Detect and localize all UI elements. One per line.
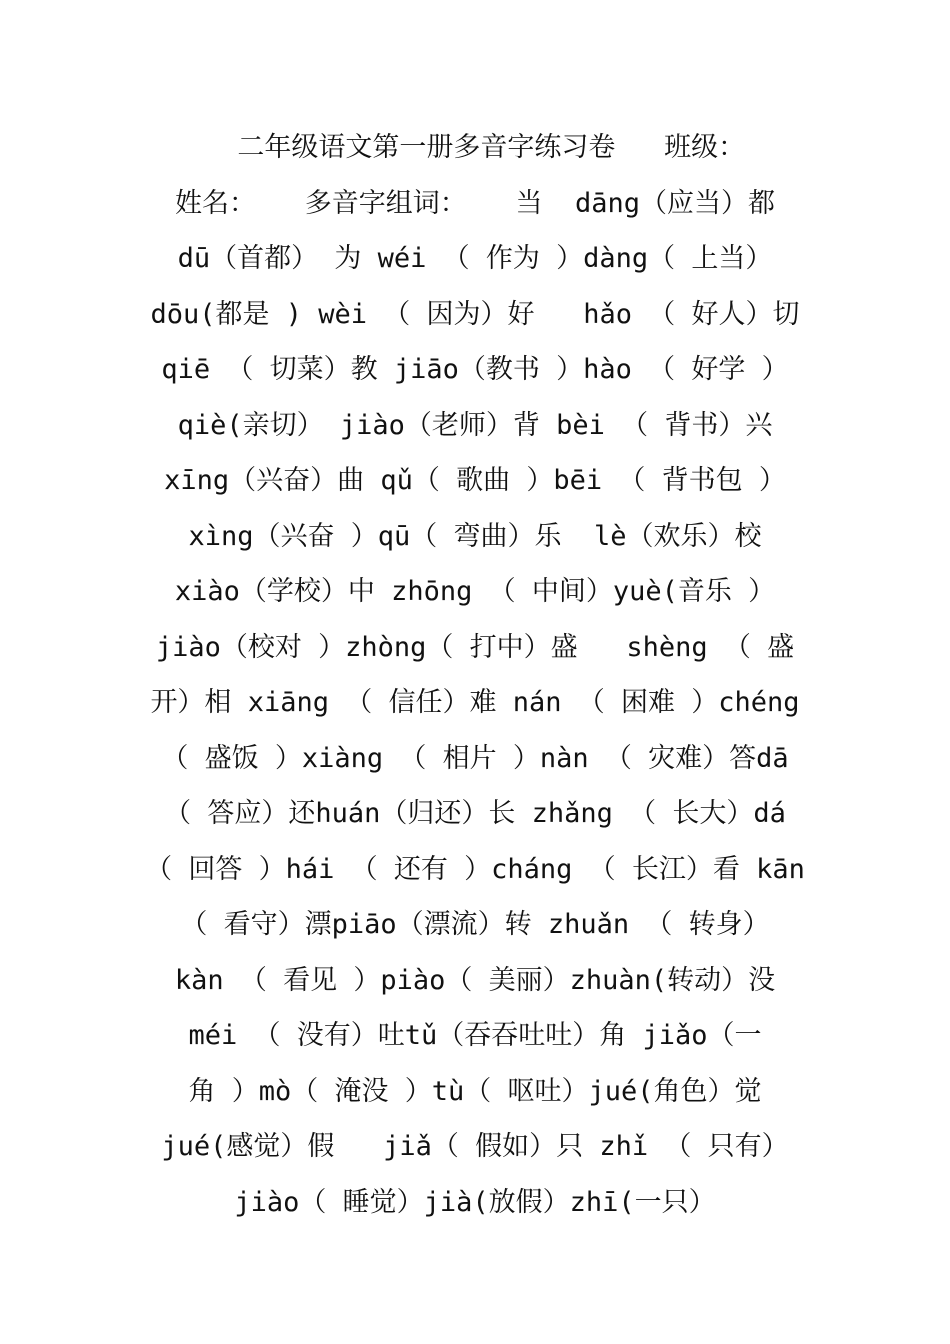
text-line: jiào（ 睡觉）jià(放假）zhī(一只）: [234, 1186, 716, 1218]
text-line: （ 盛饭 ）xiàng （ 相片 ）nàn （ 灾难）答dā: [161, 742, 789, 774]
text-line: kàn （ 看见 ）piào（ 美丽）zhuàn(转动）没: [174, 964, 776, 996]
text-line: qiè(亲切） jiào（老师）背 bèi （ 背书）兴: [177, 409, 773, 441]
text-line: 开）相 xiāng （ 信任）难 nán （ 困难 ）chéng: [150, 687, 800, 718]
text-line: 姓名： 多音字组词： 当 dāng（应当）都: [174, 187, 776, 219]
text-line: xīng（兴奋）曲 qǔ（ 歌曲 ）bēi （ 背书包 ）: [164, 465, 786, 496]
document-body: [0, 120, 950, 1230]
text-line: （ 看守）漂piāo（漂流）转 zhuǎn （ 转身）: [180, 909, 770, 940]
text-line: xiào（学校）中 zhōng （ 中间）yuè(音乐 ）: [174, 576, 776, 607]
text-line: dū（首都） 为 wéi （ 作为 ）dàng（ 上当）: [177, 243, 773, 274]
text-line: dōu(都是 ) wèi （ 因为）好 hǎo （ 好人）切: [150, 298, 800, 330]
text-line: qiē （ 切菜）教 jiāo（教书 ）hào （ 好学 ）: [161, 354, 789, 385]
text-line: （ 回答 ）hái （ 还有 ）cháng （ 长江）看 kān: [145, 853, 805, 885]
text-line: （ 答应）还huán（归还）长 zhǎng （ 长大）dá: [164, 798, 786, 829]
text-line: 角 ）mò（ 淹没 ）tù（ 呕吐）jué(角色）觉: [188, 1075, 762, 1107]
text-line: méi （ 没有）吐tǔ（吞吞吐吐）角 jiǎo（一: [188, 1020, 762, 1051]
text-line: jué(感觉）假 jiǎ（ 假如）只 zhǐ （ 只有）: [161, 1131, 789, 1162]
text-line: xìng（兴奋 ）qū（ 弯曲）乐 lè（欢乐）校: [188, 520, 762, 552]
text-line: jiào（校对 ）zhòng（ 打中）盛 shèng （ 盛: [155, 631, 795, 663]
text-line-title: 二年级语文第一册多音字练习卷 班级：: [204, 132, 746, 163]
